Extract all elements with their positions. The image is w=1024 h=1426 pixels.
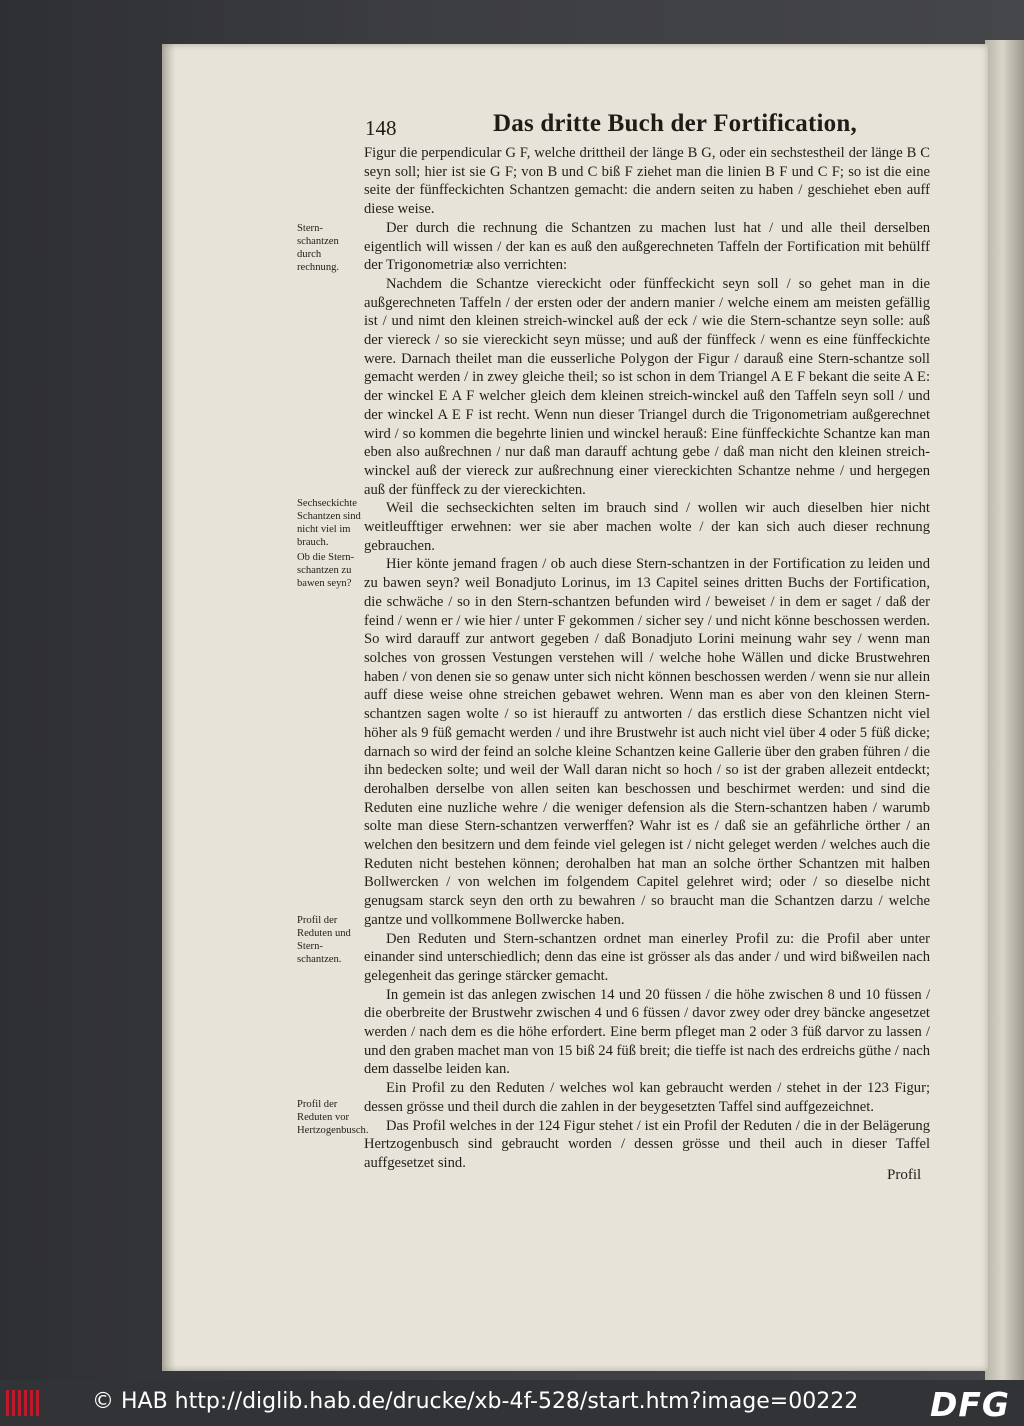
dfg-logo-icon[interactable]: DFG <box>930 1385 1011 1424</box>
paragraph-7: In gemein ist das anlegen zwischen 14 und 20 füssen / die höhe zwischen 8 und 10 füssen / die oberbreite der Brustwehr zwischen 4 und 6 füssen / davor zwey oder drey bäncke angesetzet werden / nach dem es die höhe erfordert. Eine berm pfleget man 2 oder 3 füß darvor zu lassen / und den graben machet man von 15 biß 24 füß breit; die tieffe ist nach des erdreichs güthe / nach dem dasselbe leiden kan. <box>364 986 930 1078</box>
paragraph-2: Der durch die rechnung die Schantzen zu machen lust hat / und alle theil derselben eigentlich will wissen / der kan es auß den außgerechneten Taffeln der Fortification mit behülff der Trigonometriæ also verrichten: <box>364 219 930 274</box>
footer-copyright-link[interactable]: © HAB http://diglib.hab.de/drucke/xb-4f-528/start.htm?image=00222 <box>92 1389 859 1414</box>
paragraph-8: Ein Profil zu den Reduten / welches wol kan gebraucht werden / stehet in der 123 Figur; dessen grösse und theil durch die zahlen in der beygesetzten Taffel sind auffgezeichnet. <box>364 1080 930 1115</box>
sidenote-stern-schantzen-rechnung: Stern-schantzen durch rechnung. <box>297 223 340 273</box>
running-title: Das dritte Buch der Fortification, <box>493 110 857 137</box>
page-gutter-shadow <box>162 44 176 1371</box>
catchword: Profil <box>887 1167 922 1183</box>
book-page-edge <box>985 40 1024 1380</box>
sidenote-profil-hertzogenbusch: Profil der Reduten vor Hertzogenbusch. <box>297 1099 369 1136</box>
page-body <box>364 144 930 1173</box>
sidenote-ob-zu-bawen: Ob die Stern-schantzen zu bawen seyn? <box>297 552 355 589</box>
paragraph-9: Das Profil welches in der 124 Figur stehet / ist ein Profil der Reduten / die in der Belägerung Hertzogenbusch sind gebraucht worden / dessen grösse und theil auch in dieser Taffel auffgesetzet sind. <box>364 1117 930 1171</box>
paragraph-5: Hier könte jemand fragen / ob auch diese Stern-schantzen in der Fortification zu leiden und zu bawen seyn? weil Bonadjuto Lorinus, im 13 Capitel seines dritten Buchs der Fortification, die schwäche / so in den Stern-schantzen befunden wird / beweiset / in dem er saget / daß der feind / wenn er / wie hier / unter F gekommen / sicher sey / und nicht könne beschossen werden. So wird darauff zur antwort gegeben / daß Bonadjuto Lorini meinung wahr sey / wenn man solches von grossen Vestungen verstehen will / welche hohe Wällen und dicke Brustwehren haben / von denen sie so genaw unter sich nicht können beschossen werden / wenn sie nur allein auff diese weise ohne streichen gebawet wehren. Wenn man es aber von den kleinen Stern-schantzen sagen wolte / so ist hierauff zu antworten / das erstlich diese Schantzen nicht viel höher als 9 füß gemacht werden / und ihre Brustwehr ist auch nicht viel über 4 oder 5 füß dicke; darnach so wird der feind an solche kleine Schantzen keine Gallerie über den graben führen / die ihn bedecken solte; und weil der Wall daran nicht so hoch / so ist der graben allezeit entdeckt; derohalben derselbe von allen seiten kan beschossen und beschirmet werden: und sind die Reduten eine nuzliche wehre / die weniger defension als die Stern-schantzen haben / warumb solte man diese Stern-schantzen verwerffen? Wahr ist es / daß sie an gefährliche örther / an welchen den besitzern und dem feinde viel gelegen ist / nicht geleget werden / welches auch die Reduten nicht bestehen können; derohalben hat man an solche örther Schantzen mit halben Bollwercken / von welchen im folgendem Capitel gelehret wird; oder / so dieselbe nicht genugsam starck seyn den orth zu bewahren / so braucht man die Schantzen darzu / welche gantze und vollkommene Bollwercke haben. <box>364 556 930 928</box>
sidenote-sechseckichte-schantzen: Sechseckichte Schantzen sind nicht viel im brauch. <box>297 498 361 548</box>
sidenote-profil-reduten: Profil der Reduten und Stern-schantzen. <box>297 915 351 965</box>
paragraph-4: Weil die sechseckichten selten im brauch sind / wollen wir auch dieselben hier nicht weitleufftiger erwehnen: wer sie aber machen wolte / der kan sich auch dieser rechnung gebrauchen. <box>364 500 930 554</box>
page-header <box>365 110 925 144</box>
paragraph-1: Figur die perpendicular G F, welche drittheil der länge B G, oder ein sechstestheil der länge B C seyn soll; hier ist sie G F; von B und C biß F ziehet man die linien B F und C F; so ist die eine seite der fünffeckichten Schantzen gemacht: die andern seiten zu haben / geschiehet eben auff diese weise. <box>364 145 930 218</box>
paragraph-3: Nachdem die Schantze viereckicht oder fünffeckicht seyn soll / so gehet man in die außgerechneten Taffeln / der ersten oder der andern manier / welche einem am meisten gefällig ist / und nimt den kleinen streich-winckel auß der eck / wie die Stern-schantze seyn solle: auß der viereck / so sie viereckicht seyn müsse; und auß der fünffeck / wenn es eine fünffeckichte were. Darnach theilet man die eusserliche Polygon der Figur / darauß eine Stern-schantze soll gemacht werden / in zwey gleiche theil; so ist schon in dem Triangel A E F bekant die seite A E: der winckel E A F welcher gleich dem kleinen streich-winckel auß den Taffeln seyn soll / und der winckel A E F ist recht. Wenn nun dieser Triangel durch die Trigonometriam außgerechnet wird / so kommen die begehrte linien und winckel herauß: Eine fünffeckichte Schantze kan man eben also außrechnen / nur daß man darauff achtung gebe / daß man nicht den kleinen streich-winckel auß der viereck zur außrechnung einer viereckichten Schantze nehme / und hergegen auß der fünffeck zu der viereckichten. <box>364 275 930 498</box>
hab-logo-icon[interactable] <box>6 1388 42 1418</box>
page-number: 148 <box>365 116 397 140</box>
paragraph-6: Den Reduten und Stern-schantzen ordnet man einerley Profil zu: die Profil aber unter einander sind unterschiedlich; denn das eine ist grösser als das ander / und wird bißweilen nach gelegenheit das geringe stärcker gemacht. <box>364 930 930 984</box>
